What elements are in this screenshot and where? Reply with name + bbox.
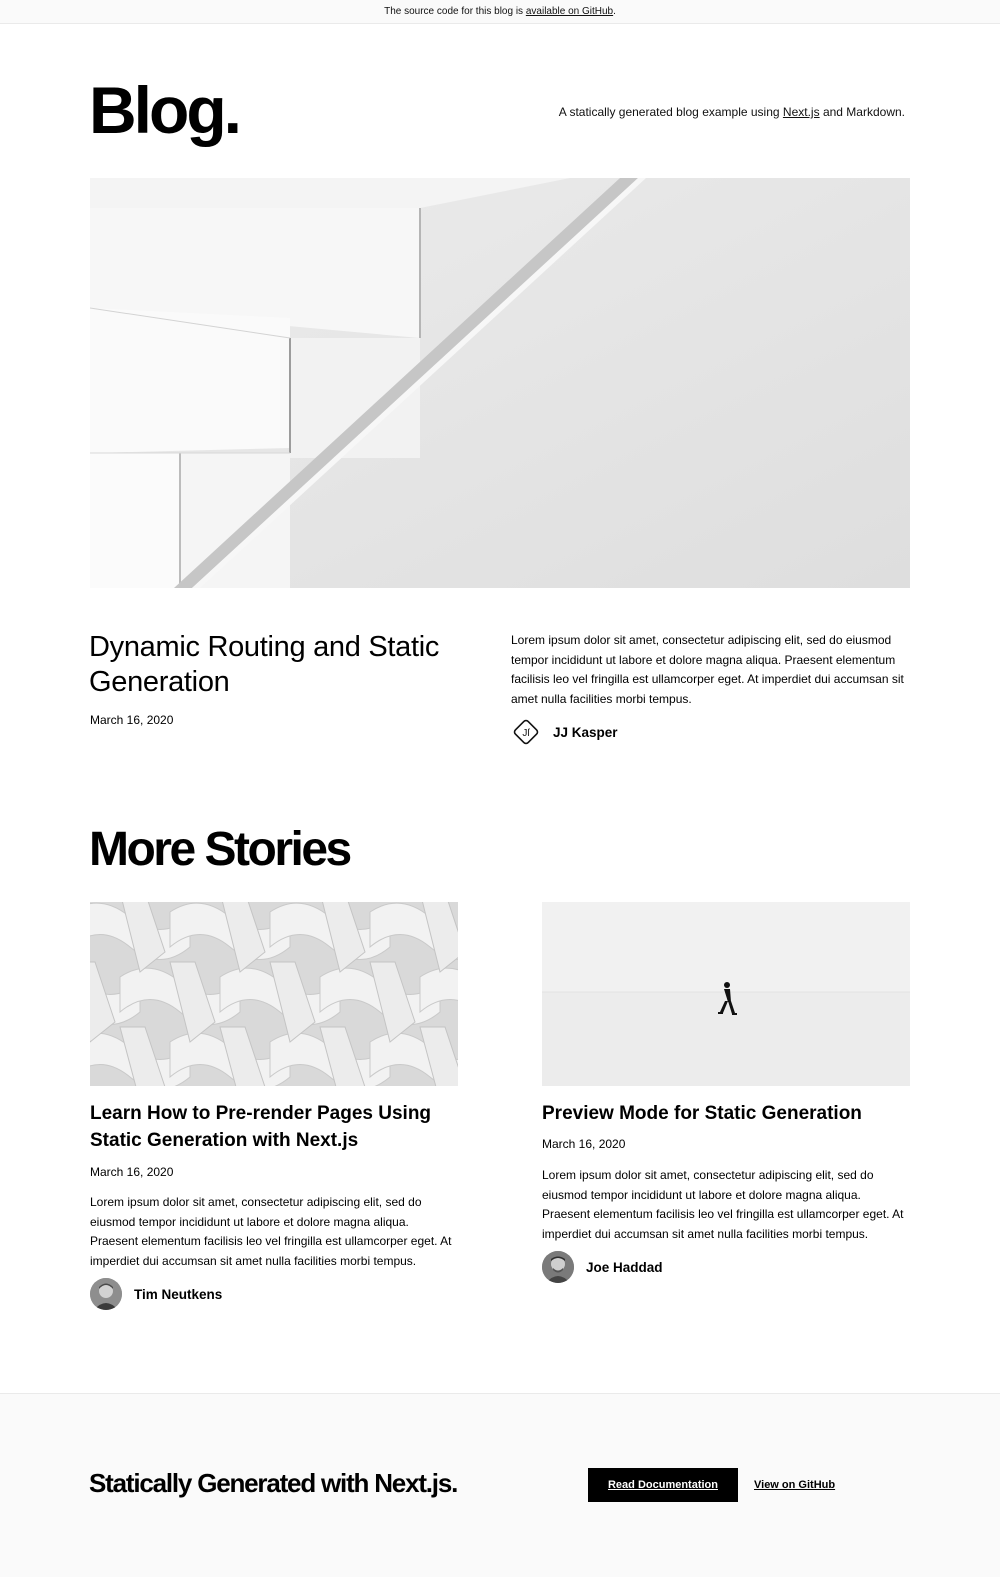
hero-cover-illustration bbox=[90, 178, 910, 588]
blog-tagline bbox=[559, 104, 905, 120]
post-excerpt: Lorem ipsum dolor sit amet, consectetur adipiscing elit, sed do eiusmod tempor incididunt ut labore et dolore magna aliqua. Praesent elementum facilisis leo vel fringilla est ullamcorper eget. At imperdiet dui accumsan sit amet nulla facilities morbi tempus. bbox=[542, 1168, 904, 1241]
banner-text: The source code for this blog is bbox=[384, 6, 524, 17]
post-cover-image[interactable] bbox=[90, 902, 458, 1086]
footer-title: Statically Generated with Next.js. bbox=[89, 1468, 458, 1498]
hero-post-title[interactable]: Dynamic Routing and Static Generation bbox=[89, 631, 440, 698]
blog-title[interactable]: Blog. bbox=[89, 73, 239, 147]
tim-neutkens-avatar bbox=[90, 1278, 122, 1310]
nextjs-link[interactable]: Next.js bbox=[782, 105, 820, 119]
banner-github-link[interactable]: available on GitHub bbox=[525, 6, 614, 17]
jj-kasper-avatar-icon bbox=[511, 717, 541, 747]
post-excerpt: Lorem ipsum dolor sit amet, consectetur adipiscing elit, sed do eiusmod tempor incididunt ut labore et dolore magna aliqua. Praesent elementum facilisis leo vel fringilla est ullamcorper eget. At imperdiet dui accumsan sit amet nulla facilities morbi tempus. bbox=[90, 1195, 452, 1268]
author-name: Tim Neutkens bbox=[134, 1286, 223, 1302]
post-title[interactable]: Learn How to Pre-render Pages Using Static Generation with Next.js bbox=[90, 1103, 432, 1151]
banner-suffix: . bbox=[613, 6, 616, 17]
hero-cover-image[interactable] bbox=[90, 178, 910, 588]
more-stories-heading: More Stories bbox=[89, 823, 350, 876]
read-documentation-button[interactable]: Read Documentation bbox=[588, 1468, 738, 1502]
post-date: March 16, 2020 bbox=[90, 1165, 174, 1179]
post-cover-image[interactable] bbox=[542, 902, 910, 1086]
author-name: JJ Kasper bbox=[553, 724, 618, 740]
hero-post-author bbox=[511, 717, 618, 747]
joe-haddad-avatar bbox=[542, 1251, 574, 1283]
hero-post-excerpt: Lorem ipsum dolor sit amet, consectetur adipiscing elit, sed do eiusmod tempor incididunt ut labore et dolore magna aliqua. Praesent elementum facilisis leo vel fringilla est ullamcorper eget. At imperdiet dui accumsan sit amet nulla facilities morbi tempus. bbox=[511, 633, 904, 706]
view-on-github-link[interactable]: View on GitHub bbox=[754, 1479, 836, 1491]
svg-text:Jſ: Jſ bbox=[522, 728, 530, 739]
post-date: March 16, 2020 bbox=[542, 1137, 626, 1151]
top-banner bbox=[0, 0, 1000, 24]
tagline-prefix: A statically generated blog example using bbox=[558, 105, 780, 119]
author-name: Joe Haddad bbox=[586, 1259, 663, 1275]
person-walking-illustration bbox=[542, 902, 910, 1086]
post-author bbox=[90, 1278, 222, 1310]
woven-pattern-illustration bbox=[90, 902, 458, 1086]
post-author bbox=[542, 1251, 663, 1283]
post-title[interactable]: Preview Mode for Static Generation bbox=[542, 1103, 862, 1124]
hero-post-date: March 16, 2020 bbox=[90, 713, 174, 727]
tagline-suffix: and Markdown. bbox=[822, 105, 905, 119]
site-footer bbox=[0, 1393, 1000, 1577]
